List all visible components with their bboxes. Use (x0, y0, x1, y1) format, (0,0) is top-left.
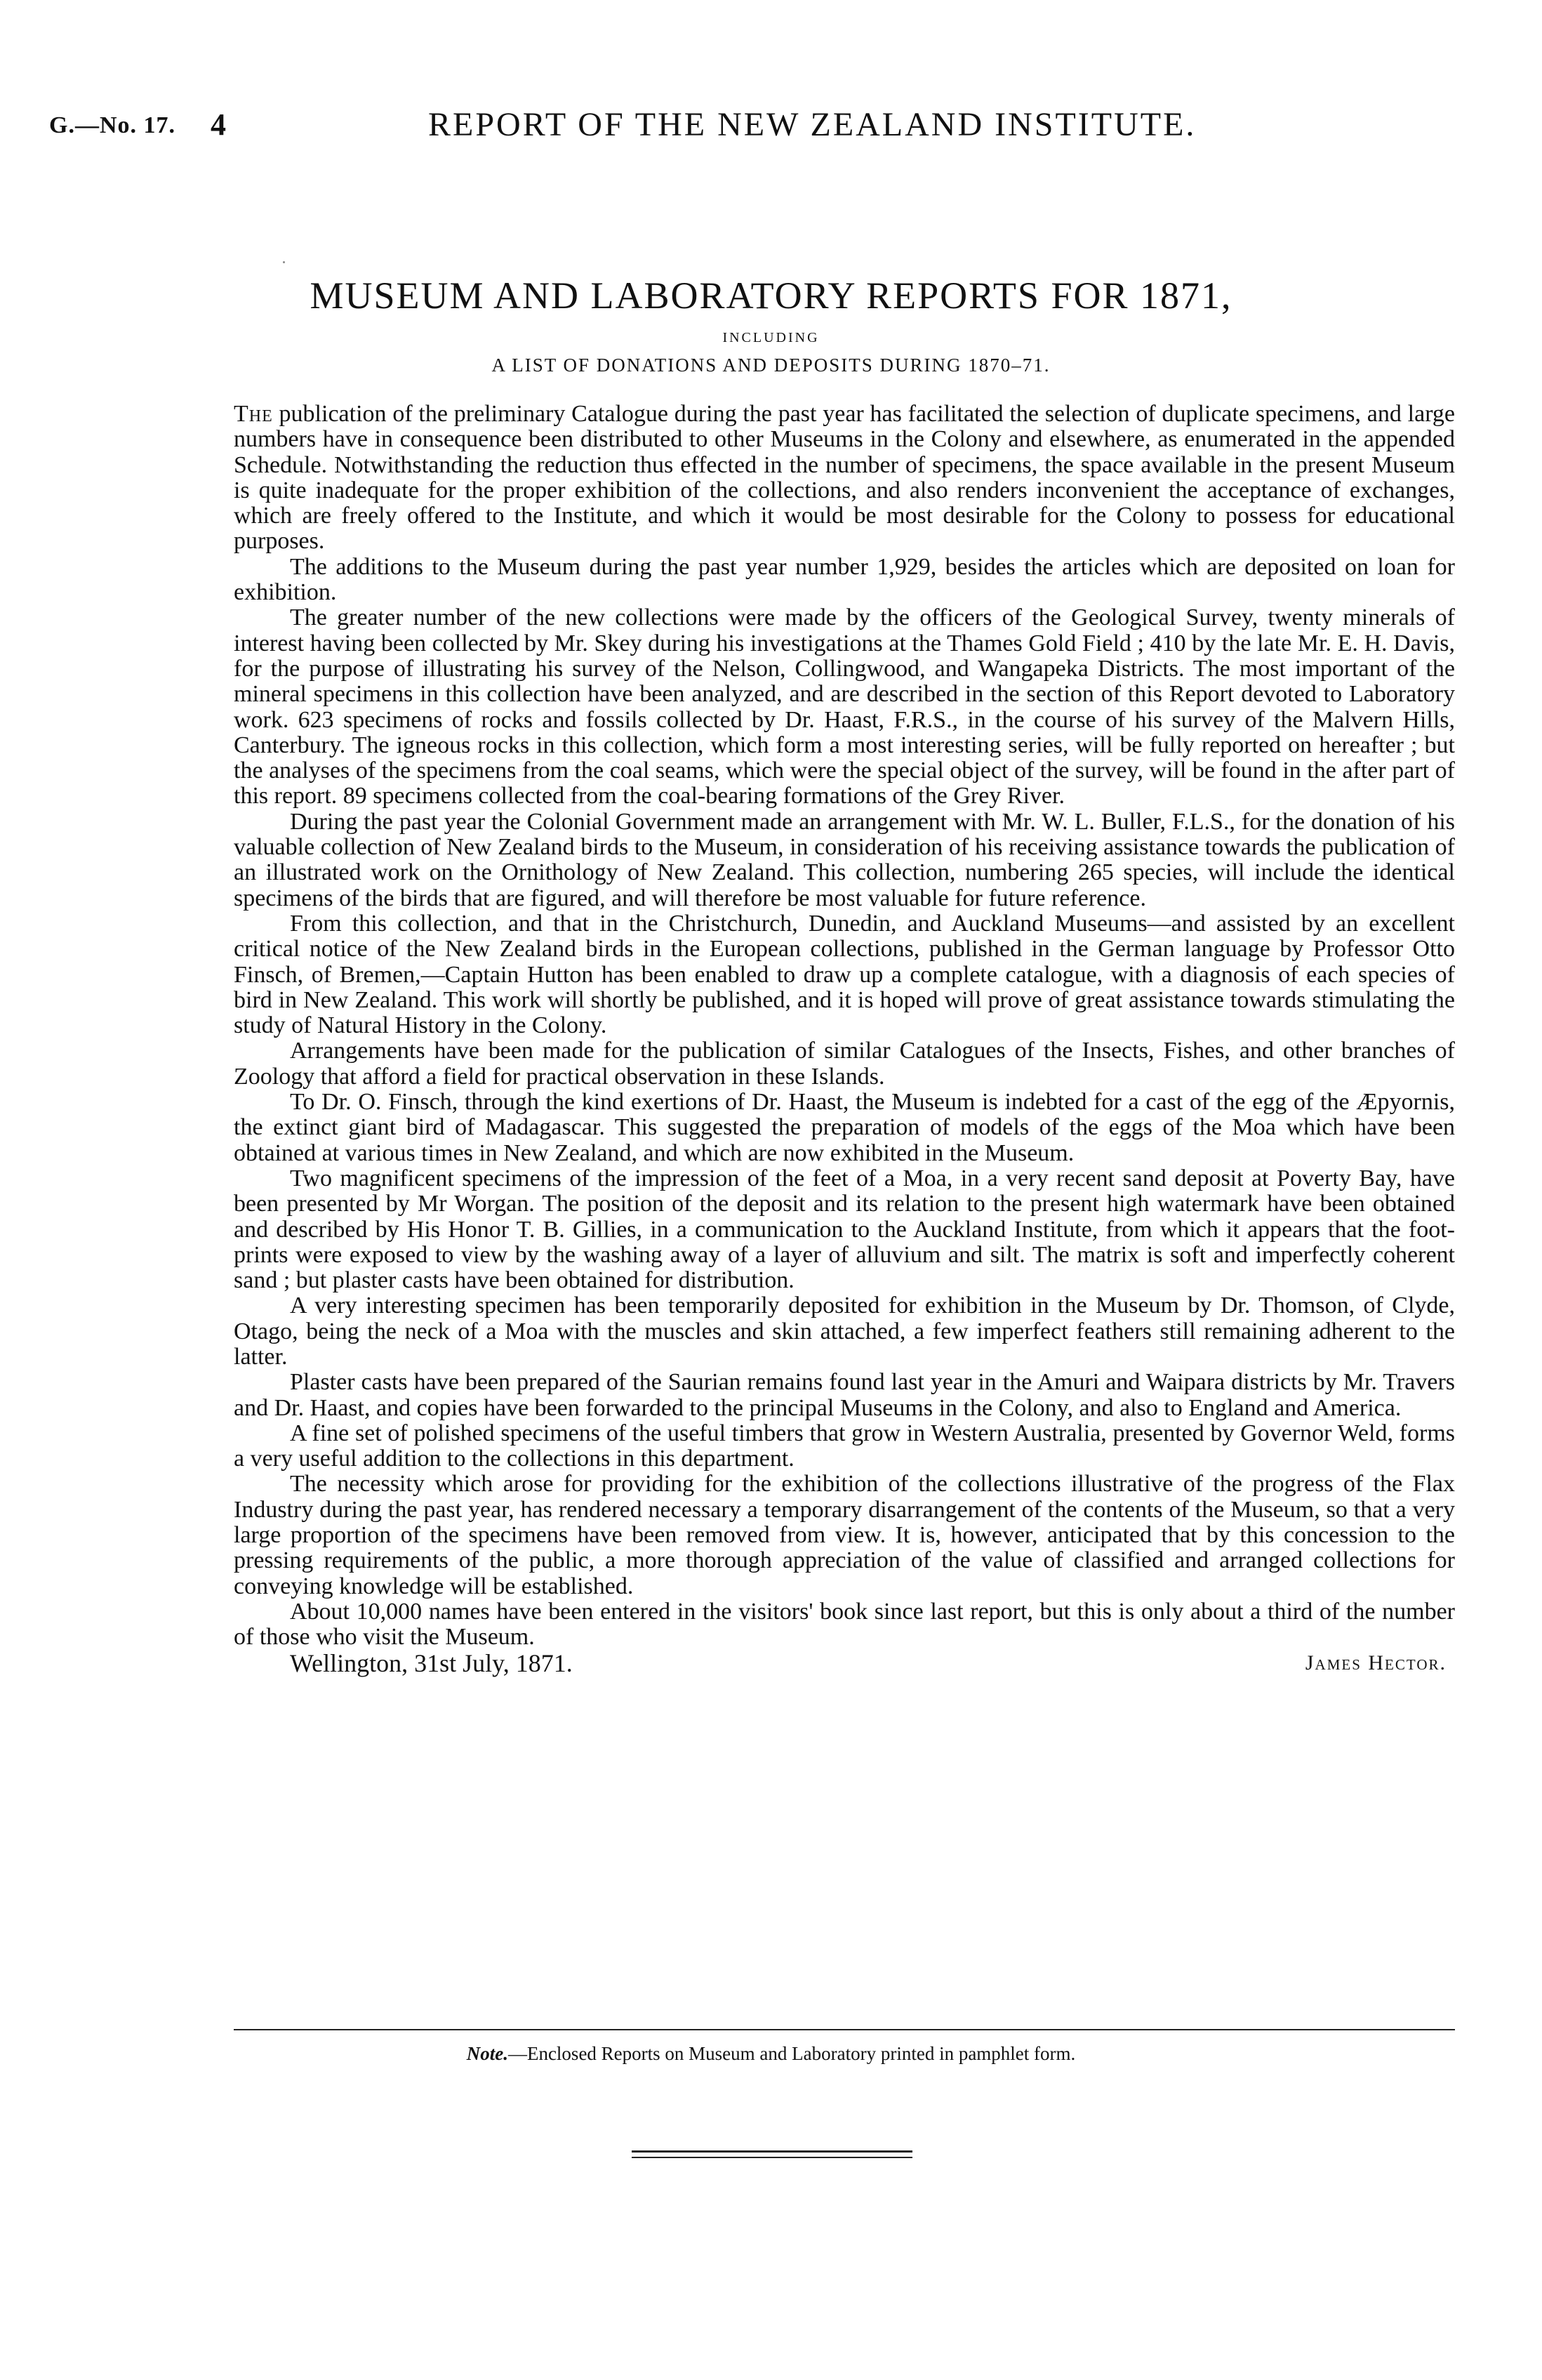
report-body (234, 402, 1455, 1677)
paragraph-5: From this collection, and that in the Christchurch, Dunedin, and Auckland Museums—and assisted by an excellent critical notice of the New Zealand birds in the European collections, published in the German language by Professor Otto Finsch, of Bremen,—Captain Hutton has been enabled to draw up a complete catalogue, with a diagnosis of each species of bird in New Zealand. This work will shortly be published, and it is hoped will prove of great assistance towards stimulating the study of Natural History in the Colony. (234, 910, 1455, 1039)
paragraph-2: The additions to the Museum during the past year number 1,929, besides the articles which are deposited on loan for exhibition. (234, 553, 1455, 606)
paragraph-3: The greater number of the new collections were made by the officers of the Geological Survey, twenty minerals of interest having been collected by Mr. Skey during his investigations at the Thames Gold Field ; 410 by the late Mr. E. H. Davis, for the purpose of illustrating his survey of the Nelson, Collingwood, and Wangapeka Districts. The most important of the mineral specimens in this collection have been analyzed, and are described in the section of this Report devoted to Laboratory work. 623 specimens of rocks and fossils collected by Dr. Haast, F.R.S., in the course of his survey of the Malvern Hills, Canterbury. The igneous rocks in this collection, which form a most interesting series, will be fully reported on hereafter ; but the analyses of the specimens from the coal seams, which were the special object of the survey, will be found in the after part of this report. 89 specimens collected from the coal-bearing formations of the Grey River. (234, 604, 1455, 809)
footnote (0, 2043, 1542, 2065)
paragraph-1 (234, 402, 1455, 555)
signoff-name: James Hector. (1305, 1651, 1447, 1674)
paragraph-13: About 10,000 names have been entered in the visitors' book since last report, but this is only about a third of the number of those who visit the Museum. (234, 1598, 1455, 1651)
print-speck (283, 261, 285, 263)
end-rule-top (632, 2150, 912, 2153)
paragraph-9: A very interesting specimen has been temporarily deposited for exhibition in the Museum by Dr. Thomson, of Clyde, Otago, being the neck of a Moa with the muscles and skin attached, a few imperfect feathers still remaining adherent to the latter. (234, 1293, 1455, 1370)
paragraph-10: Plaster casts have been prepared of the Saurian remains found last year in the Amuri and Waipara districts by Mr. Travers and Dr. Haast, and copies have been forwarded to the principal Museums in the Colony, and also to England and America. (234, 1369, 1455, 1421)
paragraph-lead-word: The (234, 401, 273, 427)
horizontal-rule (234, 2029, 1455, 2030)
paragraph-7: To Dr. O. Finsch, through the kind exertions of Dr. Haast, the Museum is indebted for a cast of the egg of the Æpyornis, the extinct giant bird of Madagascar. This suggested the preparation of models of the eggs of the Moa which have been obtained at various times in New Zealand, and which are now exhibited in the Museum. (234, 1089, 1455, 1166)
report-title: REPORT OF THE NEW ZEALAND INSTITUTE. (428, 106, 1197, 143)
paragraph-1-text: publication of the preliminary Catalogue during the past year has facilitated the selection of duplicate specimens, and large numbers have in consequence been distributed to other Museums in the Colony and elsewhere, as enumerated in the appended Schedule. Notwithstanding the reduction thus effected in the number of specimens, the space available in the present Museum is quite inadequate for the proper exhibition of the collections, and also renders inconvenient the acceptance of exchanges, which are freely offered to the Institute, and which it would be most desirable for the Colony to possess for educational purposes. (234, 401, 1455, 555)
paragraph-12: The necessity which arose for providing for the exhibition of the collections illustrative of the progress of the Flax Industry during the past year, has rendered necessary a temporary disarrangement of the contents of the Museum, so that a very large proportion of the specimens have been removed from view. It is, however, anticipated that by this concession to the pressing requirements of the public, a more thorough appreciation of the value of classified and arranged collections for conveying knowledge will be established. (234, 1471, 1455, 1599)
section-title: MUSEUM AND LABORATORY REPORTS FOR 1871, (310, 275, 1232, 317)
footnote-text: —Enclosed Reports on Museum and Laboratory printed in pamphlet form. (507, 2043, 1076, 2064)
paragraph-4: During the past year the Colonial Government made an arrangement with Mr. W. L. Buller, F.L.S., for the donation of his valuable collection of New Zealand birds to the Museum, in consideration of his receiving assistance towards the publication of an illustrated work on the Ornithology of New Zealand. This collection, numbering 265 species, will include the identical specimens of the birds that are figured, and will therefore be most valuable for future reference. (234, 808, 1455, 911)
section-including: INCLUDING (722, 330, 820, 345)
document-reference: G.—No. 17. (49, 112, 175, 138)
signoff (234, 1648, 1455, 1677)
paragraph-8: Two magnificent specimens of the impression of the feet of a Moa, in a very recent sand deposit at Poverty Bay, have been presented by Mr Worgan. The position of the deposit and its relation to the present high watermark have been obtained and described by His Honor T. B. Gillies, in a communication to the Auckland Institute, from which it appears that the foot-prints were exposed to view by the washing away of a layer of alluvium and silt. The matrix is soft and imperfectly coherent sand ; but plaster casts have been obtained for distribution. (234, 1165, 1455, 1294)
running-head (0, 105, 1542, 147)
page-number: 4 (211, 107, 226, 142)
end-rule-bottom (632, 2157, 912, 2158)
footnote-label: Note. (466, 2043, 508, 2064)
signoff-date: Wellington, 31st July, 1871. (290, 1648, 573, 1677)
paragraph-11: A fine set of polished specimens of the useful timbers that grow in Western Australia, presented by Governor Weld, forms a very useful addition to the collections in this department. (234, 1420, 1455, 1472)
paragraph-6: Arrangements have been made for the publication of similar Catalogues of the Insects, Fishes, and other branches of Zoology that afford a field for practical observation in these Islands. (234, 1038, 1455, 1090)
section-subtitle: A LIST OF DONATIONS AND DEPOSITS DURING 1870–71. (491, 355, 1051, 376)
